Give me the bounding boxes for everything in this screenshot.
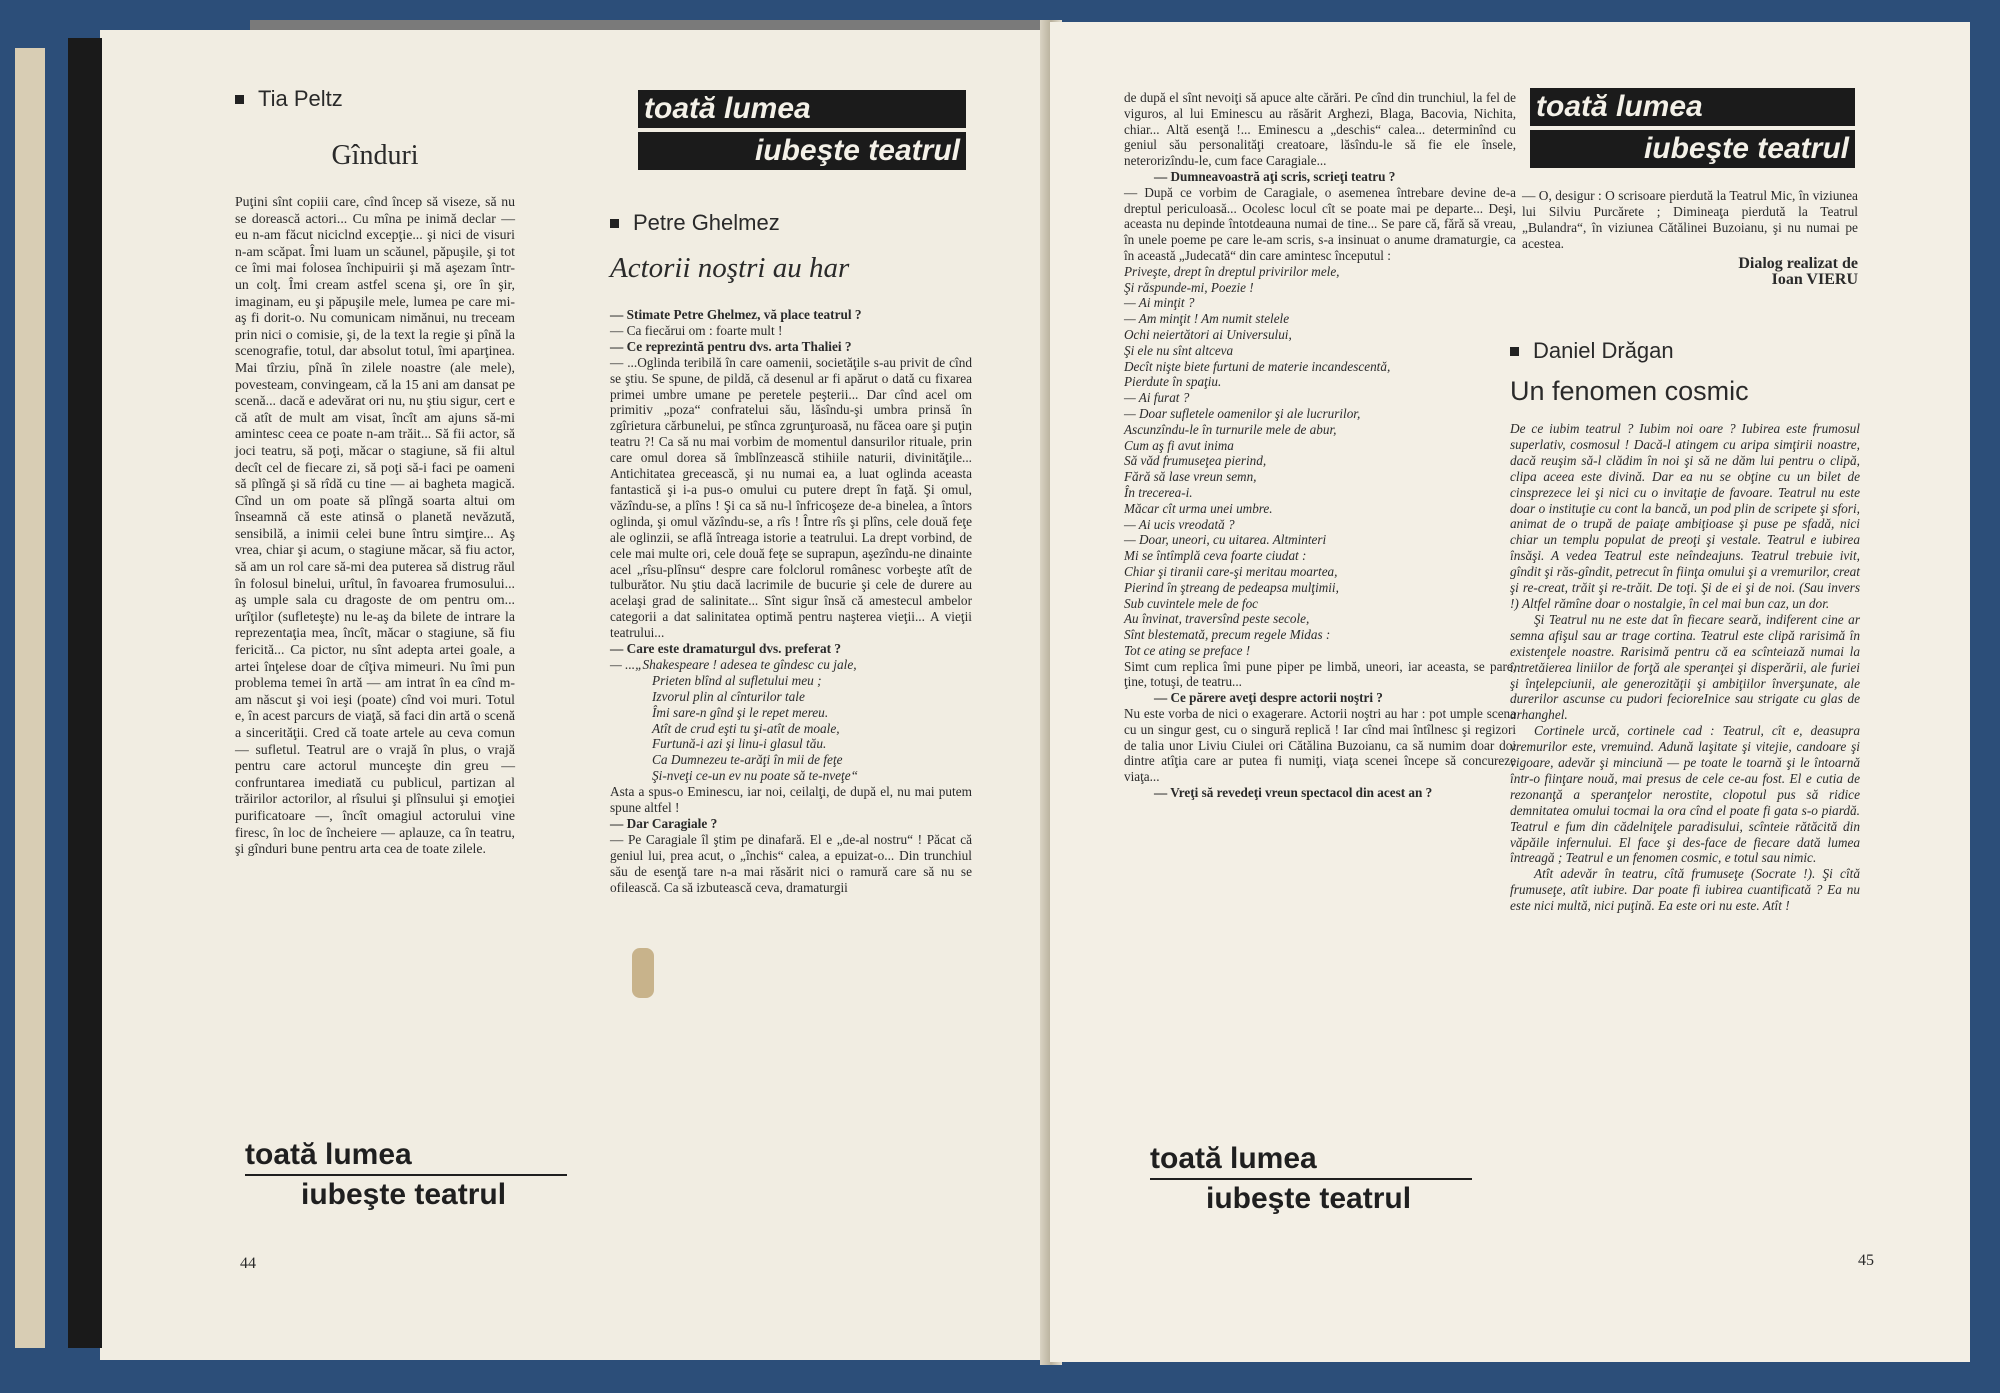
verse-line: Pierdute în spaţiu.	[1124, 374, 1222, 390]
banner-line2: iubeşte teatrul	[638, 132, 966, 170]
verse-line: Mi se întîmplă ceva foarte ciudat :	[1124, 548, 1307, 564]
bullet-icon	[235, 95, 244, 104]
author-name: Petre Ghelmez	[633, 210, 780, 235]
question: — Ce părere aveţi despre actorii noştri ?	[1154, 690, 1383, 706]
verse-line: Au învinat, traversînd peste secole,	[1124, 611, 1310, 627]
paragraph: Atît adevăr în teatru, cîtă frumuseţe (Socrate !). Şi cîtă frumuseţe, atît iubire. Dar poate fi iubirea cuantificată ? Ea nu este nici multă, nici puţină. Ea este ori nu este. Atît !	[1510, 866, 1860, 914]
verse-line: Decît nişte biete furtuni de materie incandescentă,	[1124, 358, 1391, 374]
article-tia-peltz	[235, 86, 515, 858]
credit-name: Ioan VIERU	[1771, 271, 1858, 288]
dialog-ending	[1522, 188, 1858, 288]
answer: — Pe Caragiale îl ştim pe dinafară. El e „de-al nostru“ ! Păcat că geniul lui, prea acut, o „închis“ calea, a epuizat-o... Din trunchiul său de esenţă tare n-a mai răsărit nici o ramură care să nu se ofilească. Ca să izbutească ceva, dramaturgii	[610, 831, 972, 895]
verse-line: Atît de crud eşti tu şi-atît de moale,	[652, 720, 840, 736]
article-body	[610, 307, 972, 896]
verse-line: Şi ele nu sînt altceva	[1124, 342, 1234, 358]
banner-line1: toată lumea	[1530, 88, 1855, 126]
library-stamp	[632, 948, 654, 998]
verse-line: Ochi neiertători ai Universului,	[1124, 326, 1292, 342]
answer: — ...„Shakespeare ! adesea te gîndesc cu jale,	[610, 656, 857, 672]
credit-line: Dialog realizat de	[1738, 255, 1858, 272]
page-number: 44	[240, 1255, 256, 1272]
logo-line2: iubeşte teatrul	[301, 1178, 507, 1211]
question: — Stimate Petre Ghelmez, vă place teatrul ?	[610, 307, 862, 322]
answer: Asta a spus-o Eminescu, iar noi, ceilalţi, de după el, nu mai putem spune altfel !	[610, 784, 972, 816]
verse-line: Chiar şi tiranii care-şi meritau moartea,	[1124, 563, 1338, 579]
logo-line1: toată lumea	[1150, 1142, 1317, 1175]
verse-line: — Doar sufletele oamenilor şi ale lucrurilor,	[1124, 405, 1361, 421]
verse-line: — Ai ucis vreodată ?	[1124, 516, 1235, 532]
verse-line: Fără să lase vreun semn,	[1124, 469, 1257, 485]
question: — Care este dramaturgul dvs. preferat ?	[610, 641, 842, 657]
verse-line: Şi răspunde-mi, Poezie !	[1124, 279, 1254, 295]
logo-toata-lumea	[1150, 1142, 1472, 1216]
logo-rule	[1150, 1178, 1472, 1180]
verse-line: Sub cuvintele mele de foc	[1124, 595, 1259, 611]
page-number: 45	[1858, 1252, 1874, 1269]
logo-toata-lumea	[245, 1138, 567, 1212]
question: — Ce reprezintă pentru dvs. arta Thaliei ?	[610, 338, 852, 354]
verse-line: Sînt blestemată, precum regele Midas :	[1124, 627, 1331, 643]
verse-line: Să văd frumuseţea pierind,	[1124, 453, 1267, 469]
paragraph: — După ce vorbim de Caragiale, o asemenea întrebare devine de-a dreptul periculoasă... Ocolesc locul cît se poate mai pe departe... Deşi, aceasta nu depinde întotdeauna numai de tine... Se pare că, fără să vreau, în unele poeme pe care le-am scris, s-a insinuat o anume dramaturgie, ca în această „Judecată“ din care amintesc începutul :	[1124, 184, 1516, 263]
judecata-verse	[1124, 264, 1516, 659]
banner-line2: iubeşte teatrul	[1530, 130, 1855, 168]
bullet-icon	[1510, 347, 1519, 356]
verse-line: Pierind în ştreang de pedeapsa mulţimii,	[1124, 579, 1339, 595]
author-name: Daniel Drăgan	[1533, 338, 1674, 363]
book-edge	[15, 48, 45, 1348]
paragraph: Şi Teatrul nu ne este dat în fiecare seară, indiferent cine ar semna afişul sau ar trage cortina. Teatrul este clipă rarisimă în existenţele noastre. Rarisimă pentru că ea scînteiază numai la întretăierea liniilor de forţă ale speranţei şi disperării, ale furiei şi înţelepciunii, ale generozităţii şi ambiţiilor înverşunate, ale durerilor ascunse cu pudori fecioreInice sau strigate cu glas de arhanghel.	[1510, 611, 1860, 723]
banner-toata-lumea	[638, 90, 966, 170]
answer: — ...Oglinda teribilă în care oamenii, societăţile s-au privit de cînd se ştiu. Se spune, de pildă, că desenul ar fi apărut o dată cu fixarea primei umbre umane pe peretele peşterii... Dar cînd acel om primitiv „poza“ confratelui său, lăsîndu-şi umbra prinsă în zgîrietura cărbunelui, pe stînca zgrunţuroasă, nu făcea oare şi puţin teatru ?! Ca să nu mai vorbim de momentul dansurilor rituale, prin care omul dorea să îmblînzească stihiile naturii, divinităţile... Antichitatea grecească, şi nu numai ea, a luat oglinda aceasta fantastică şi i-a pus-o omului cu putere drept în faţă. Şi omul, văzîndu-se, a plîns ! Şi ca să nu-l înfricoşeze de-a binelea, a întors oglinda, şi omul văzîndu-se, a rîs ! Între rîs şi plîns, cele două feţe ale oglinzii, se află întreaga istorie a teatrului. La drept vorbind, de cele mai multe ori, cele două feţe se suprapun, aşezîndu-ne dinainte acel „rîsu-plînsu“ despre care folclorul românesc vorbeşte atît de tulburător. Nu ştiu dacă lacrimile de bucurie şi cele de durere au acelaşi grad de salinitate... Sînt sigur însă că amestecul ambelor categorii a dat salinitatea optimă pentru naşterea vieţii... A vieţii teatrului...	[610, 354, 972, 641]
bullet-icon	[610, 219, 619, 228]
shakespeare-verse	[610, 673, 972, 784]
verse-line: Îmi sare-n gînd şi le repet mereu.	[652, 704, 829, 720]
banner-toata-lumea	[1530, 88, 1855, 168]
verse-line: Ca Dumnezeu te-arăţi în mii de feţe	[652, 752, 843, 768]
logo-line2: iubeşte teatrul	[1206, 1182, 1412, 1215]
answer: — Ca fiecărui om : foarte mult !	[610, 322, 783, 338]
verse-line: — Ai minţit ?	[1124, 295, 1195, 311]
article-daniel-dragan	[1510, 338, 1860, 914]
paragraph: Cortinele urcă, cortinele cad : Teatrul, cît e, deasupra vremurilor este, vremuind. Adună laşitate şi vitejie, candoare şi vigoare, adevăr şi minciună — pe toate le toarnă şi le întoarnă într-o fiinţare nouă, mai presus de cele ce-au fost. El e cutia de rezonanţă a speranţelor nerostite, clopotul pus să ridice demnitatea omului tocmai la ora cînd el poate fi gata s-o piardă. Teatrul e fum din cădelniţele paradisului, scînteie rătăcită din văpăile infernului. El face şi des-face de fiecare dată lumea întreagă ; Teatrul e un fenomen cosmic, e totul sau nimic.	[1510, 723, 1860, 866]
question: — Dar Caragiale ?	[610, 816, 718, 831]
author-byline	[1510, 338, 1860, 364]
verse-line: În trecerea-i.	[1124, 484, 1193, 500]
verse-line: Izvorul plin al cînturilor tale	[652, 688, 805, 704]
article-title: Un fenomen cosmic	[1510, 376, 1749, 406]
author-name: Tia Peltz	[258, 86, 343, 111]
verse-line: Cum aş fi avut inima	[1124, 437, 1234, 453]
ghelmez-continuation	[1124, 90, 1516, 801]
article-body: Puţini sînt copiii care, cînd încep să viseze, să nu se dorească actori... Cu mîna pe inimă declar — eu n-am făcut niciclnd excepţie... şi nici de visuri n-am scăpat. Îmi luam un scăunel, păpuşile, şi tot ce îmi mai folosea închipuirii şi mă aşezam într-un colţ. Îmi cream astfel scena şi, ore în şir, imaginam, eu şi păpuşile mele, lumea pe care mi-aş fi dorit-o. Nu comunicam nimănui, nu treceam prin nici o comisie, şi, de la text la regie şi pînă la scenografie, totul, dar absolut totul, îmi aparţinea. Mai tîrziu, pînă în zilele noastre (ale mele), povesteam, convingeam, că la 15 ani am dansat pe scenă... dacă e adevărat ori nu, nu ştiu sigur, cert e că atît de mult am visat, încît am ajuns să-mi amintesc ceea ce poate n-am trăit... Să fii actor, să joci teatru, să poţi, măcar o stagiune, să fii altul decît cel de fiecare zi, să poţi să-i faci pe oameni să plîngă şi să rîdă cu tine — ai bagheta magică. Cînd un om poate să plîngă soarta altui om înseamnă că este atinsă o planetă nevăzută, sensibilă, a inimii celei bune întru simţire... Aş vrea, chiar şi acum, o stagiune măcar, să fiu actor, să am un rol care să-mi dea puterea să distrug răul în folosul binelui, urîtul, în favoarea frumosului... aş umple sala cu dragoste de om pentru om... urîţilor (sufleteşte) nu le-aş da bilete de intrare la reprezentaţia mea, încît, măcar o stagiune, să fiu fericită... Ca pictor, nu sînt adepta artei goale, a artei înţelese doar de cîţiva mimeuri. Nu îmi pun problema temei în artă — am intrat în ea cînd m-am născut şi voi ieşi (poate) cînd voi muri. Totul e, în acest parcurs de viaţă, să faci din artă o scenă a sincerităţii. Cred că toate artele au ceva comun — sufletul. Teatrul are o vrajă în plus, o vrajă pentru care actorul munceşte din greu — confruntarea imediată cu publicul, partizan al trăirilor actorilor, al rîsului şi plînsului şi emoţiei purificatoare —, încît omagiul actorului vine firesc, în loc de încheiere — aplauze, ca în teatru, şi gînduri bune pentru arta cea de toate zilele.	[235, 194, 515, 857]
verse-line: Ascunzîndu-le în turnurile mele de abur,	[1124, 421, 1337, 437]
verse-line: Tot ce ating se preface !	[1124, 642, 1251, 658]
logo-rule	[245, 1174, 567, 1176]
verse-line: Măcar cît urma unei umbre.	[1124, 500, 1273, 516]
question: — Dumneavoastră aţi scris, scrieţi teatru ?	[1154, 168, 1396, 184]
author-byline	[235, 86, 515, 112]
article-petre-ghelmez	[610, 210, 972, 896]
author-byline	[610, 210, 972, 236]
right-page	[1050, 22, 1970, 1362]
banner-line1: toată lumea	[638, 90, 966, 128]
verse-line: Priveşte, drept în dreptul privirilor mele,	[1124, 263, 1340, 279]
verse-line: — Doar, uneori, cu uitarea. Altminteri	[1124, 532, 1327, 548]
verse-line: Prieten blînd al sufletului meu ;	[652, 672, 822, 688]
left-page	[100, 30, 1050, 1360]
article-body	[1510, 421, 1860, 914]
verse-line: — Ai furat ?	[1124, 390, 1190, 406]
article-title: Actorii noştri au har	[610, 252, 850, 284]
black-band	[68, 38, 102, 1348]
paragraph: Simt cum replica îmi pune piper pe limbă, uneori, iar aceasta, se pare, ţine, totuşi, de teatru...	[1124, 658, 1516, 690]
verse-line: Şi-nveţi ce-un ev nu poate să te-nveţe“	[652, 768, 859, 784]
article-title: Gînduri	[331, 140, 419, 171]
paragraph: Nu este vorba de nici o exagerare. Actorii noştri au har : pot umple scena cu un singur gest, cu o singură replică ! Iar cînd mai întîlnesc şi regizori de talia unor Liviu Ciulei ori Cătălina Buzoianu, ca să numim doar doi dintre atîţia care ar putea fi numiţi, viaţa scenei începe să concureze viaţa...	[1124, 706, 1516, 785]
question: — Vreţi să revedeţi vreun spectacol din acest an ?	[1154, 785, 1433, 801]
verse-line: — Am minţit ! Am numit stelele	[1124, 311, 1290, 327]
logo-line1: toată lumea	[245, 1138, 412, 1171]
paragraph: de după el sînt nevoiţi să apuce alte cărări. Pe cînd din trunchiul, la fel de viguros, al lui Eminescu au răsărit Arghezi, Blaga, Bacovia, Nichita, chiar... Altă esenţă !... Eminescu a „deschis“ calea... determinînd cu geniul său personalităţi creatoare, lăsîndu-le să fie ele însele, neterorizîndu-le, cum face Caragiale...	[1124, 90, 1516, 169]
verse-line: Furtună-i azi şi linu-i glasul tău.	[652, 736, 827, 752]
paragraph: — O, desigur : O scrisoare pierdută la Teatrul Mic, în viziunea lui Silviu Purcărete ; Dimineaţa pierdută la Teatrul „Bulandra“, în viziunea Cătălinei Buzoianu, şi nu numai pe acestea.	[1522, 188, 1858, 251]
paragraph: De ce iubim teatrul ? Iubim noi oare ? Iubirea este frumosul superlativ, cosmosul ! Dacă-l atingem cu aripa simţirii noastre, dacă reuşim să-l clădim în noi şi să ne dăm lui pentru o clipă, clipa aceea este divină. Dar ea nu se obţine cu un bilet de cinsprezece lei şi nici cu o invitaţie de favoare. Teatrul nu este doar o instituţie cu cont la bancă, un pod plin de scripete şi sfori, animat de o trupă de paiaţe ambiţioase şi puse pe sfadă, nici chiar un templu populat de preoţi şi vestale. Teatrul e iubirea însăşi. A vedea Teatrul este neîndeajuns. Teatrul trebuie ivit, gîndit şi răs-gîndit, petrecut în fiinţa omului şi a vremurilor, creat şi re-creat, trăit şi re-trăit. De toţi. Şi de ei şi de noi. (Sau invers !) Altfel rămîne doar o nostalgie, în cel mai bun caz, un dor.	[1510, 421, 1860, 611]
